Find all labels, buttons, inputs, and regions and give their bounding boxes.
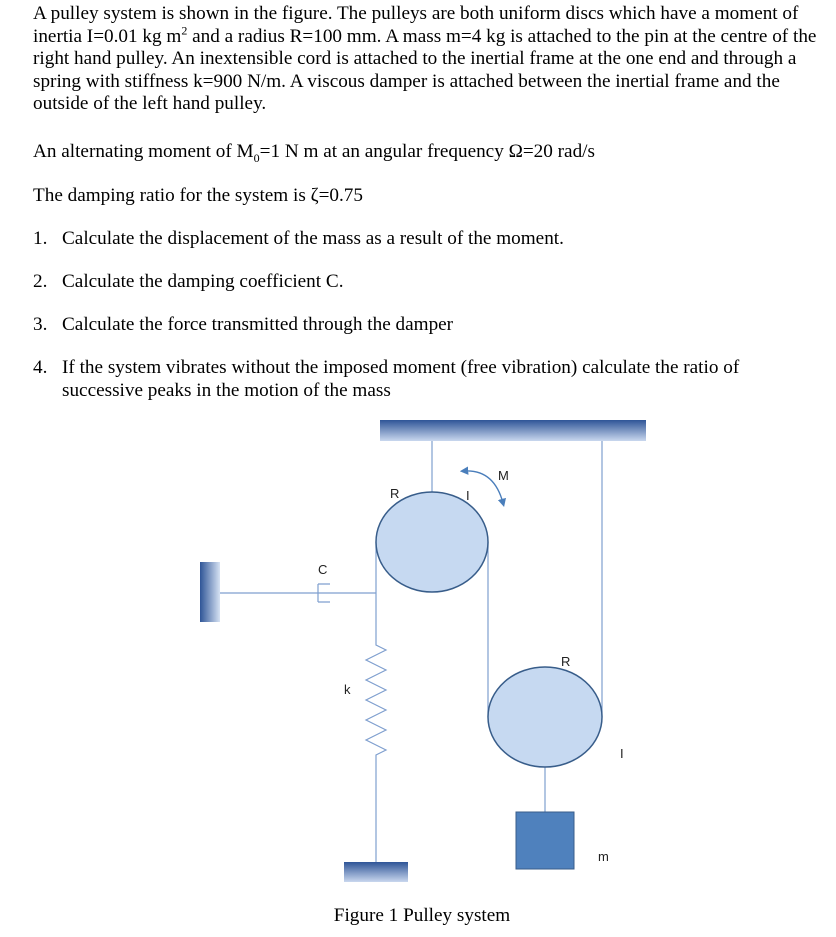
ground-support <box>344 862 408 882</box>
damper-body <box>318 584 376 602</box>
right-pulley <box>488 667 602 767</box>
question-text: Calculate the displacement of the mass as a result of the moment. <box>62 228 564 249</box>
right-radius-label: R <box>561 654 571 669</box>
right-inertia-label: I <box>620 746 624 761</box>
problem-intro: A pulley system is shown in the figure. The pulleys are both uniform discs which have a moment of inertia I=0.01 kg $m^2$ and a radius R=100 mm. A mass m=4 kg is attached to the pin at the centre of the right hand pulley. An inextensible cord is attached to the inertial frame at the one end and through a spring with stiffness k=900 N/m. A viscous damper is attached between the inertial frame and the outside of the left hand pulley. <box>33 3 817 114</box>
left-inertia-label: I <box>466 488 470 503</box>
question-text: If the system vibrates without the imposed moment (free vibration) calculate the ratio of successive peaks in the motion of the mass <box>62 357 740 401</box>
left-pulley <box>376 492 488 592</box>
damping-statement: The damping ratio for the system is ζ=0.75 <box>33 185 363 206</box>
left-radius-label: R <box>390 486 400 501</box>
question-number: 1. <box>33 228 48 249</box>
damper-label: C <box>318 562 328 577</box>
question-number: 4. <box>33 357 48 378</box>
wall-support <box>200 562 220 622</box>
spring-coil <box>366 640 386 760</box>
question-text: Calculate the damping coefficient C. <box>62 271 344 292</box>
question-text: Calculate the force transmitted through the damper <box>62 314 454 335</box>
mass-label: m <box>598 849 609 864</box>
ceiling-support <box>380 420 646 441</box>
pulley-system-figure <box>0 410 836 900</box>
moment-label: M <box>498 468 509 483</box>
figure-caption: Figure 1 Pulley system <box>333 905 511 926</box>
moment-statement: An alternating moment of $M_0=1$ N m at an angular frequency Ω=20 rad/s <box>33 141 595 165</box>
spring-label: k <box>344 682 351 697</box>
question-number: 3. <box>33 314 48 335</box>
question-number: 2. <box>33 271 48 292</box>
mass-block <box>516 812 574 869</box>
